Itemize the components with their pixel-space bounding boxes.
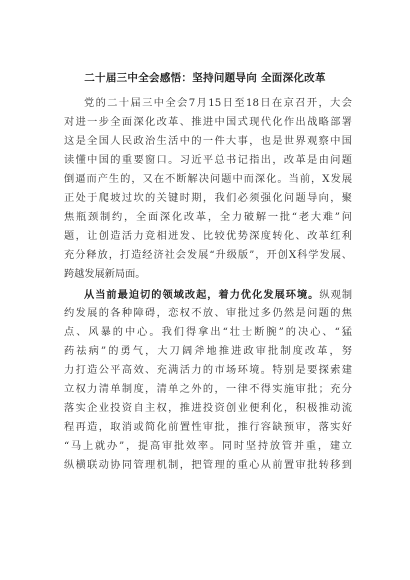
text-line: 药祛病”的勇气，大刀阔斧地推进政审批制度改革，努 bbox=[64, 346, 352, 357]
text-line: 充分释放，打造经济社会发展“升级版”，开创X科学发展、 bbox=[64, 250, 352, 261]
text-line: 倒逼而产生的，又在不断解决问题中而深化。当前，X发展 bbox=[64, 174, 352, 185]
text-line bbox=[84, 288, 352, 303]
text-line: 力打造公平高效、充满活力的市场环境。特别是要探索建 bbox=[64, 365, 352, 376]
text-line: 点、风暴的中心。我们得拿出“壮士断腕”的决心、“猛 bbox=[64, 327, 352, 338]
text-line: 纵横联动协同管理机制，把管理的重心从前置审批转移到 bbox=[64, 460, 352, 471]
text-line: 党的二十届三中全会7月15日至18日在京召开，大会 bbox=[84, 98, 352, 109]
text-line: 对进一步全面深化改革、推进中国式现代化作出战略部署 bbox=[64, 117, 352, 128]
document-title: 二十届三中全会感悟：坚持问题导向 全面深化改革 bbox=[84, 72, 326, 84]
text-line: 程再造，取消或简化前置性审批，推行容缺预审，落实好 bbox=[64, 422, 352, 433]
text-line: 焦瓶颈制约，全面深化改革，全力破解一批“老大难”问 bbox=[64, 212, 352, 223]
text-line: 约发展的各种障碍，恋权不放、审批过多仍然是问题的焦 bbox=[64, 308, 352, 319]
text-line: 正处于爬坡过坎的关键时期，我们必须强化问题导向，聚 bbox=[64, 193, 352, 204]
text-line: 跨越发展新局面。 bbox=[64, 269, 146, 280]
text-line: “马上就办”，提高审批效率。同时坚持放管并重，建立 bbox=[64, 441, 352, 452]
text-line: 这是全国人民政治生活中的一件大事，也是世界观察中国 bbox=[64, 136, 352, 147]
text-line: 落实企业投资自主权，推进投资创业便利化，积极推动流 bbox=[64, 403, 352, 414]
paragraph-lead-sentence: 从当前最迫切的领域改起，着力优化发展环境。 bbox=[84, 289, 320, 301]
text-fragment: 纵观制 bbox=[319, 290, 353, 301]
text-line: 立权力清单制度，清单之外的，一律不得实施审批；充分 bbox=[64, 384, 352, 395]
text-line: 读懂中国的重要窗口。习近平总书记指出，改革是由问题 bbox=[64, 155, 352, 166]
text-line: 题，让创造活力竞相迸发、比较优势深度转化、改革红利 bbox=[64, 231, 352, 242]
